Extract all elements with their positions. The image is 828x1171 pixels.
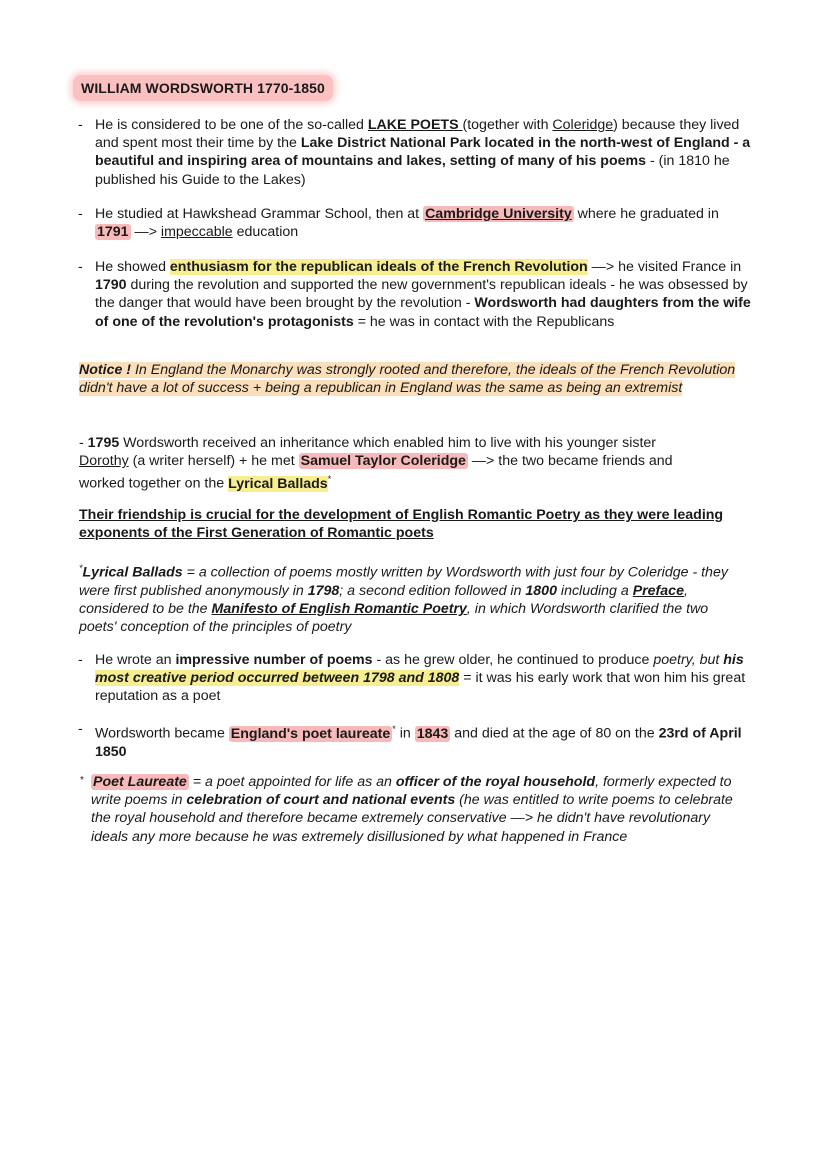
footnote-paragraph [91, 773, 751, 846]
text: Wordsworth received an inheritance which enabled him to live with his younger sister [119, 435, 656, 451]
visit-year: 1790 [95, 277, 127, 294]
text: He wrote an [95, 652, 176, 668]
inheritance-year: 1795 [87, 435, 120, 451]
paragraph-laureate [95, 720, 745, 761]
his-text: his [723, 652, 744, 668]
paragraph-education [95, 205, 755, 241]
text: —> he visited France in [587, 259, 742, 275]
laureate-year: 1843 [416, 725, 449, 742]
coleridge-term: Samuel Taylor Coleridge [300, 453, 466, 470]
text: = a collection of poems mostly written by Wordsworth with just four by Coleridge - they were first published anonymously in [79, 564, 728, 599]
bullet-dash: - [78, 652, 83, 668]
impeccable-term: impeccable [160, 224, 233, 241]
text: ; a second edition followed in [339, 582, 526, 599]
footnote-star: * [79, 563, 83, 573]
preface-term: Preface [632, 582, 684, 599]
text: Wordsworth became [95, 725, 229, 742]
lyrical-ballads-note [79, 559, 749, 637]
text: , formerly expected to write poems in [91, 774, 732, 809]
lake-poets-term: LAKE POETS [367, 117, 463, 133]
text: = it was his early work that won him his great reputation as a poet [95, 670, 746, 705]
text: , considered to be the [79, 582, 688, 618]
text: during the revolution and supported the new government's republican ideals - he was obsessed by the danger that would have been brought by the revolution - [95, 277, 748, 312]
impressive-term: impressive number of poems [175, 652, 373, 668]
footnote-star: * [392, 724, 396, 734]
bullet-dash: - [78, 117, 83, 133]
text: = he was in contact with the Republicans [353, 313, 615, 330]
text: in [395, 725, 415, 742]
text: —> [130, 224, 161, 241]
lyrical-ballads-term: Lyrical Ballads [82, 564, 183, 581]
daughters-text: Wordsworth had daughters from the wife of one of the revolution's protagonists [95, 295, 751, 330]
text: - as he grew older, he continued to produce [372, 652, 654, 668]
bullet-dash: - [78, 206, 83, 222]
manifesto-term: Manifesto of English Romantic Poetry [211, 601, 467, 618]
notice-text: In England the Monarchy was strongly rooted and therefore, the ideals of the French Revolution didn't have a lot of success + being a republican in England was the same as being an extremist [79, 362, 736, 397]
paragraph-poems [95, 651, 755, 706]
text: including a [556, 582, 633, 599]
text: (a writer herself) + he met [128, 453, 299, 470]
text: = a poet appointed for life as an [188, 774, 396, 790]
text: , in which Wordsworth clarified the two poets' conception of the principles of poetry [79, 601, 709, 636]
bullet-dash: - [78, 259, 83, 275]
page-title: WILLIAM WORDSWORTH 1770-1850 [73, 75, 333, 101]
first-edition-year: 1798 [307, 582, 340, 599]
footnote-star: * [327, 474, 332, 485]
notice-paragraph [79, 361, 759, 397]
text: and died at the age of 80 on the [450, 725, 659, 742]
poet-laureate-term: Poet Laureate [93, 774, 187, 790]
friendship-heading: Their friendship is crucial for the development of English Romantic Poetry as they were leading exponents of the First Generation of Romantic poets [79, 507, 724, 542]
text: (together with [462, 117, 553, 133]
bullet-dash: - [78, 721, 83, 737]
notice-label: Notice ! [79, 362, 132, 378]
paragraph-revolution [95, 258, 755, 331]
lake-district-text: Lake District National Park located in the north-west of England - a beautiful and inspiring area of mountains and lakes, setting of many of his poems [95, 135, 751, 170]
creative-period-term: most creative period occurred between 1798 and 1808 [95, 670, 460, 687]
enthusiasm-term: enthusiasm for the republican ideals of the French Revolution [169, 259, 588, 275]
text: (he was entitled to write poems to celebrate the royal household and therefore became extremely conservative —> he didn't have revolutionary ideals any more because he was extremely disillusioned by what happened in France [91, 792, 733, 845]
text: education [232, 224, 299, 241]
celebration-term: celebration of court and national events [186, 792, 456, 809]
text: He is considered to be one of the so-called [95, 117, 368, 133]
text: —> the two became friends and worked together on the [79, 453, 673, 493]
paragraph-1795 [79, 434, 679, 493]
death-date: 23rd of April 1850 [95, 725, 742, 760]
text: where he graduated in [573, 206, 719, 222]
text: - (in 1810 he published his Guide to the Lakes) [95, 153, 730, 188]
text: He studied at Hawkshead Grammar School, then at [95, 206, 424, 222]
graduation-year: 1791 [97, 224, 129, 241]
text: - [79, 435, 88, 451]
text: He showed [95, 259, 170, 275]
lyrical-ballads-term: Lyrical Ballads [228, 476, 328, 493]
dorothy-term: Dorothy [79, 453, 129, 470]
footnote-star: * [80, 775, 84, 786]
coleridge-link: Coleridge [552, 117, 614, 133]
poet-laureate-term: England's poet laureate [230, 725, 391, 742]
officer-term: officer of the royal household [395, 774, 596, 790]
paragraph-lake-poets [95, 116, 755, 189]
poetry-text: poetry, but [653, 652, 724, 668]
second-edition-year: 1800 [525, 582, 557, 599]
text: ) because they lived and spent most their time by the [95, 117, 740, 152]
cambridge-term: Cambridge University [425, 206, 572, 222]
